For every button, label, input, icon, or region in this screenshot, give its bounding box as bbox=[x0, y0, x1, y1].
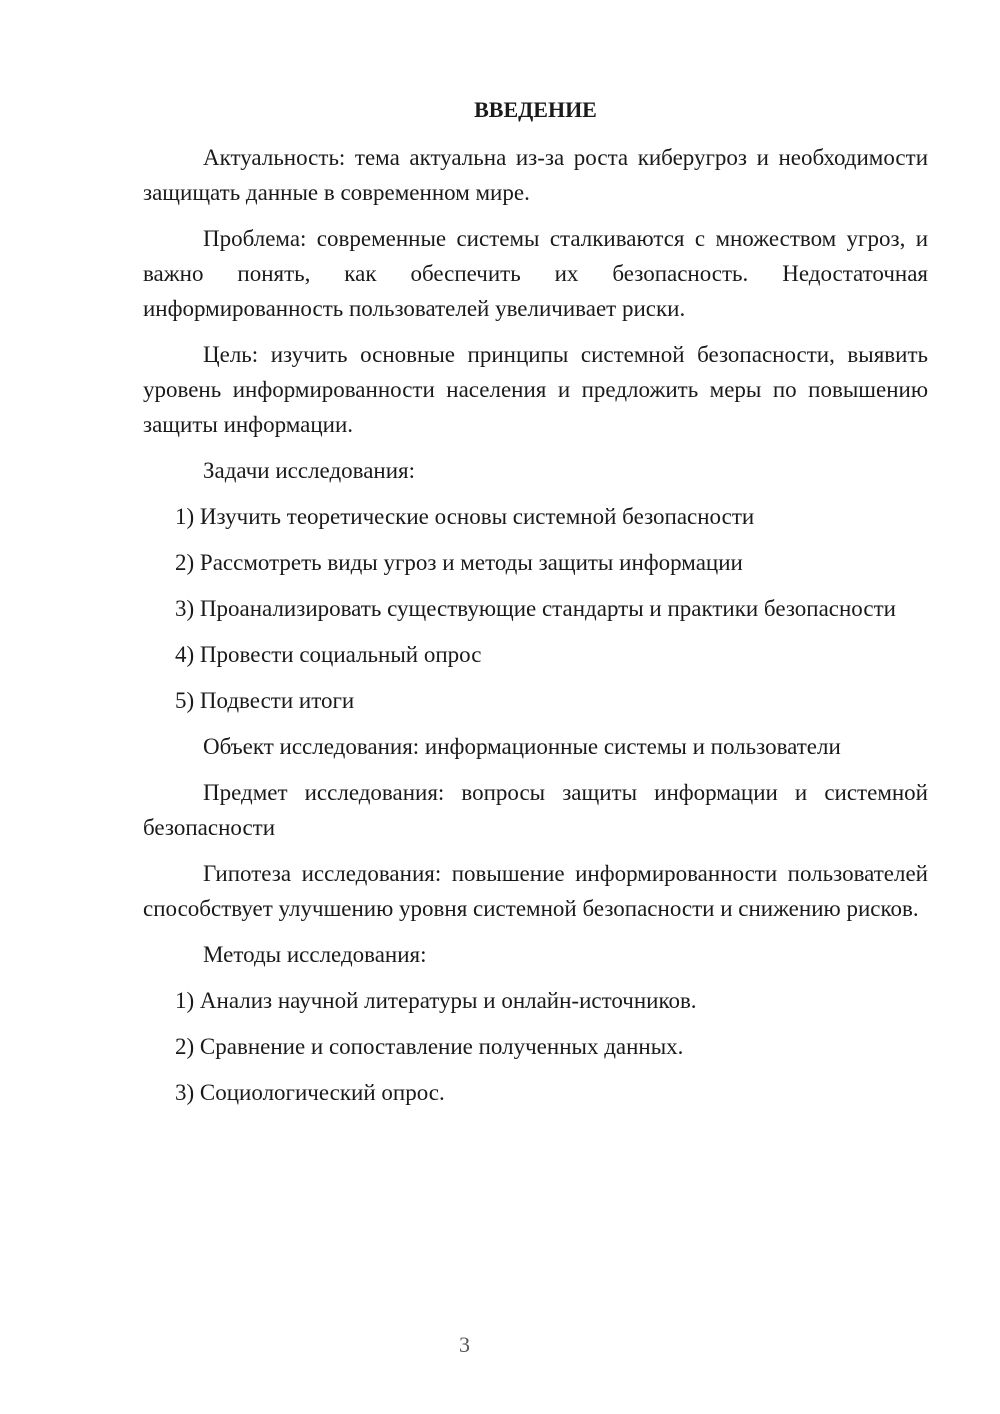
task-item: 1) Изучить теоретические основы системной безопасности bbox=[175, 504, 755, 529]
task-item: 3) Проанализировать существующие стандарты и практики безопасности bbox=[175, 596, 896, 621]
subject-paragraph: Предмет исследования: вопросы защиты информации и системной безопасности bbox=[143, 780, 928, 840]
method-item: 3) Социологический опрос. bbox=[175, 1080, 445, 1105]
problem-paragraph: Проблема: современные системы сталкиваются с множеством угроз, и важно понять, как обеспечить их безопасность. Недостаточная информированность пользователей увеличивает риски. bbox=[143, 226, 928, 321]
object-paragraph: Объект исследования: информационные системы и пользователи bbox=[203, 734, 841, 759]
method-item: 2) Сравнение и сопоставление полученных данных. bbox=[175, 1034, 684, 1059]
document-body bbox=[143, 92, 928, 1121]
task-item: 4) Провести социальный опрос bbox=[175, 642, 482, 667]
section-heading: ВВЕДЕНИЕ bbox=[474, 97, 597, 122]
goal-paragraph: Цель: изучить основные принципы системной безопасности, выявить уровень информированности населения и предложить меры по повышению защиты информации. bbox=[143, 342, 928, 437]
page-number: 3 bbox=[459, 1332, 470, 1357]
methods-title: Методы исследования: bbox=[203, 942, 427, 967]
hypothesis-paragraph: Гипотеза исследования: повышение информированности пользователей способствует улучшению уровня системной безопасности и снижению рисков. bbox=[143, 861, 928, 921]
relevance-paragraph: Актуальность: тема актуальна из-за роста киберугроз и необходимости защищать данные в современном мире. bbox=[143, 145, 928, 205]
tasks-title: Задачи исследования: bbox=[203, 458, 416, 483]
task-item: 2) Рассмотреть виды угроз и методы защиты информации bbox=[175, 550, 743, 575]
method-item: 1) Анализ научной литературы и онлайн-источников. bbox=[175, 988, 697, 1013]
task-item: 5) Подвести итоги bbox=[175, 688, 355, 713]
